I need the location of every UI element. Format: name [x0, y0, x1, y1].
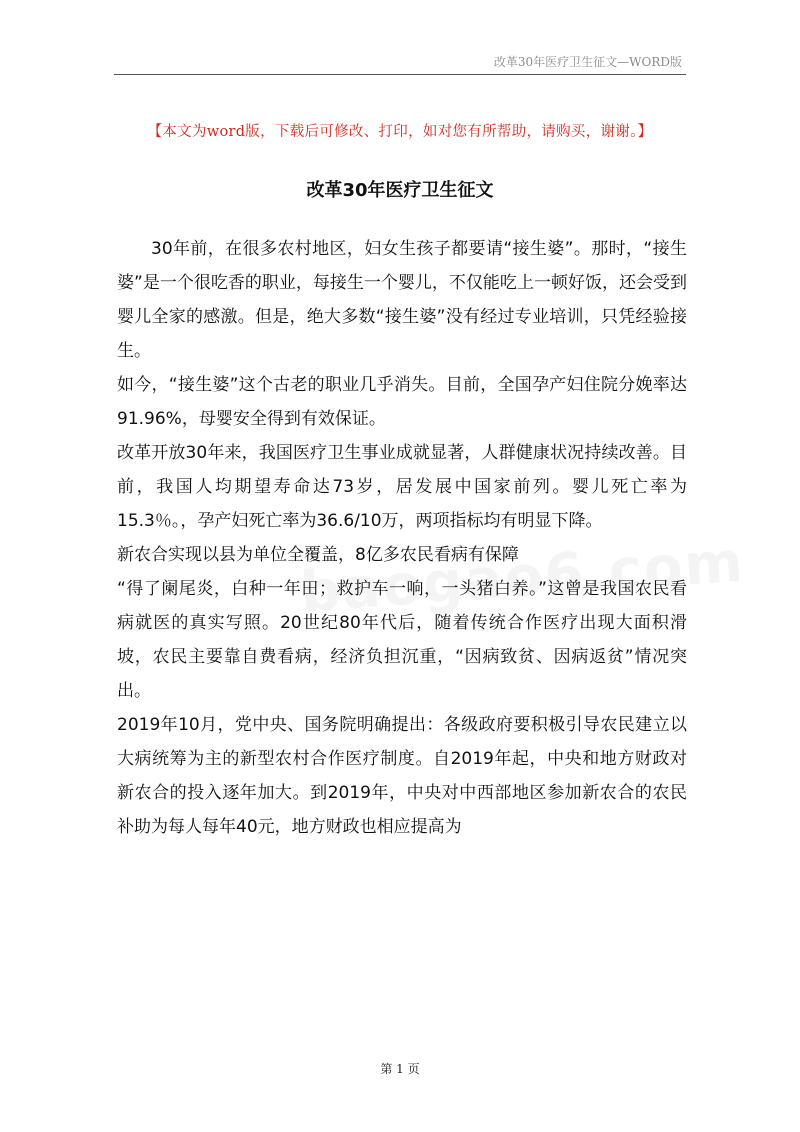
page-number: 第 1 页 [380, 1062, 420, 1076]
paragraph: 30年前，在很多农村地区，妇女生孩子都要请“接生婆”。那时，“接生婆”是一个很吃香的职业，每接生一个婴儿，不仅能吃上一顿好饭，还会受到婴儿全家的感激。但是，绝大多数“接生婆”没有经过专业培训，只凭经验接生。 [117, 239, 687, 361]
paragraph: “得了阑尾炎，白种一年田；救护车一响，一头猪白养。”这曾是我国农民看病就医的真实写照。20世纪80年代后，随着传统合作医疗出现大面积滑坡，农民主要靠自费看病，经济负担沉重，“因病致贫、因病返贫”情况突出。 [117, 579, 687, 701]
paragraph: 如今，“接生婆”这个古老的职业几乎消失。目前，全国孕产妇住院分娩率达91.96%，母婴安全得到有效保证。 [117, 375, 687, 429]
section-heading: 新农合实现以县为单位全覆盖，8亿多农民看病有保障 [117, 545, 519, 565]
header-divider [114, 74, 686, 75]
document-body [117, 232, 687, 844]
paragraph: 改革开放30年来，我国医疗卫生事业成就显著，人群健康状况持续改善。目前，我国人均期望寿命达73岁，居发展中国家前列。婴儿死亡率为15.3％。，孕产妇死亡率为36.6/10万，两项指标均有明显下降。 [117, 443, 687, 531]
download-notice: 【本文为word版，下载后可修改、打印，如对您有所帮助，请购买，谢谢。】 [147, 124, 653, 140]
document-title: 改革30年医疗卫生征文 [306, 180, 494, 201]
paragraph: 2019年10月，党中央、国务院明确提出：各级政府要积极引导农民建立以大病统筹为主的新型农村合作医疗制度。自2019年起，中央和地方财政对新农合的投入逐年加大。到2019年，中央对中西部地区参加新农合的农民补助为每人每年40元，地方财政也相应提高为 [117, 715, 687, 837]
running-header: 改革30年医疗卫生征文—WORD版 [493, 55, 682, 69]
